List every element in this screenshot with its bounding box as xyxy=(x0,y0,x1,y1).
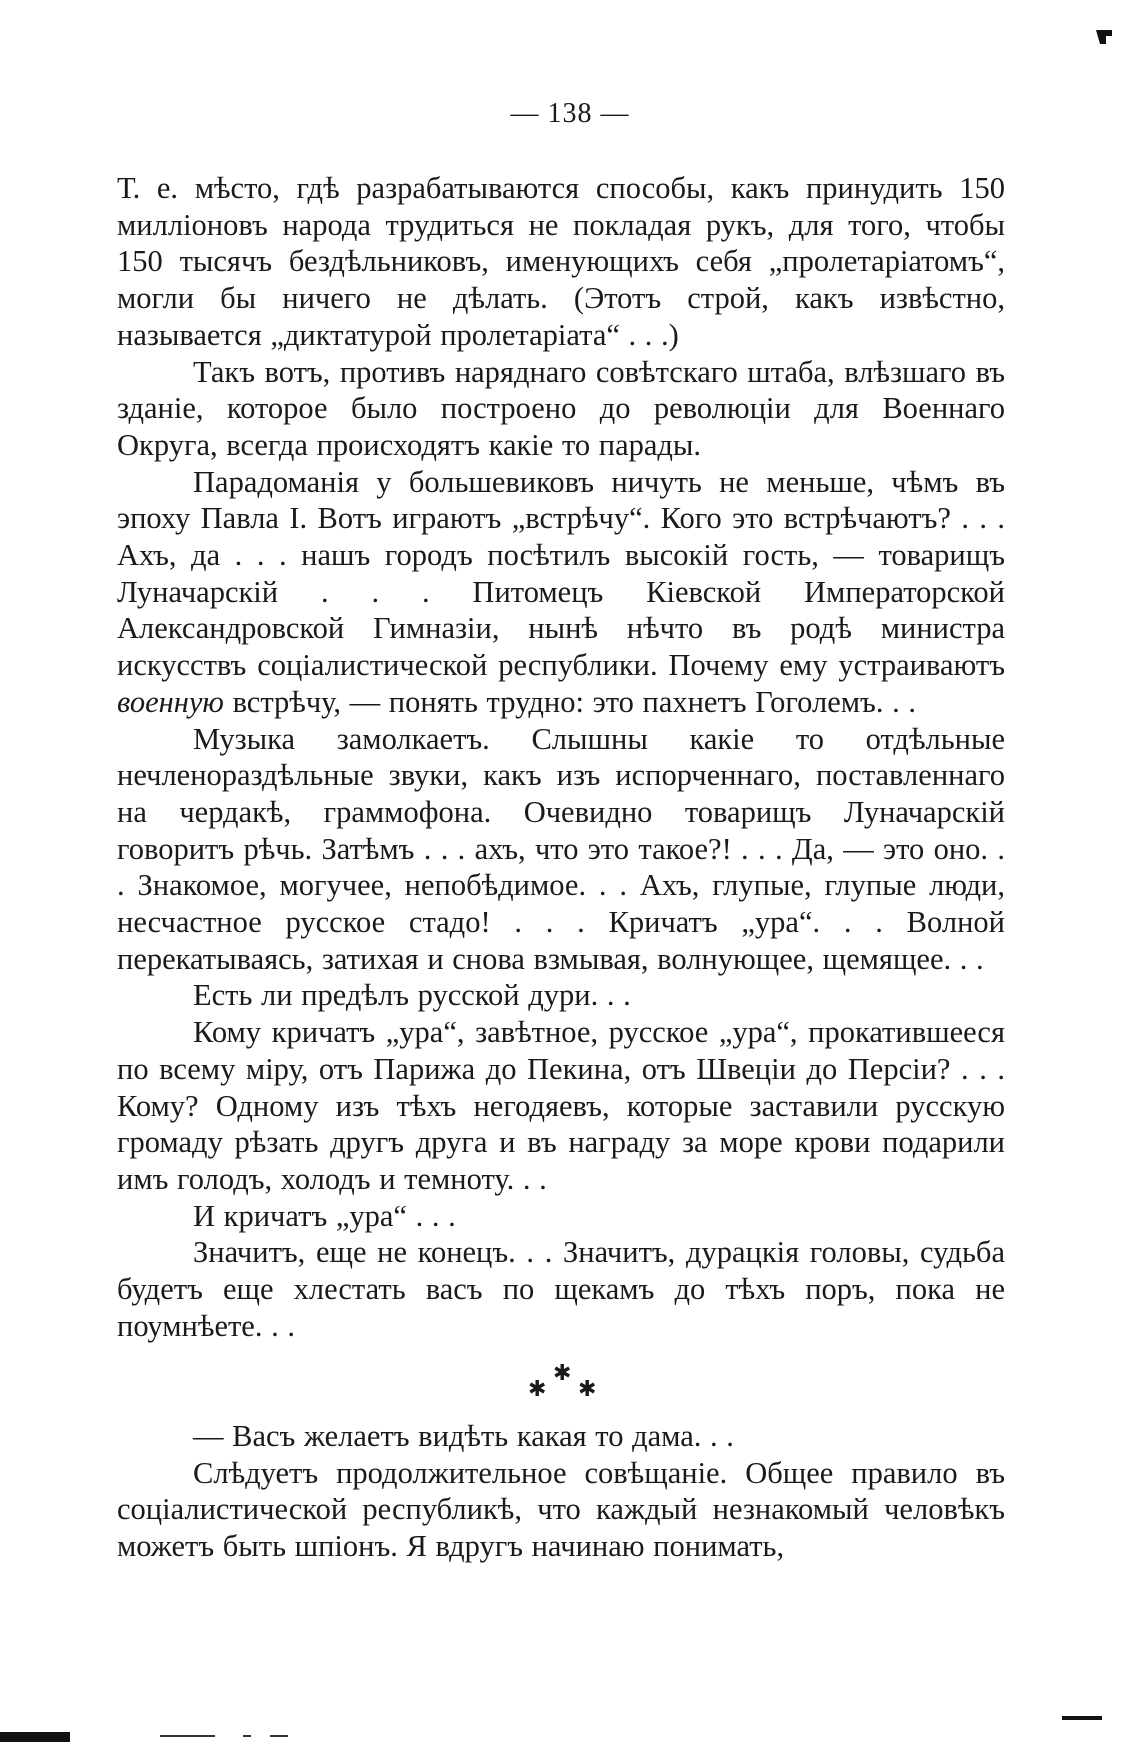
asterisk-top: ✱ xyxy=(553,1361,572,1387)
paragraph-6: Кому кричатъ „ура“, завѣтное, русское „ура“, прокатившееся по всему міру, отъ Парижа до Пекина, отъ Швеціи до Персіи? . . . Кому? Одному изъ тѣхъ негодяевъ, которые заставили русскую громаду рѣзать другъ друга и въ награду за море крови подарили имъ голодъ, холодъ и темноту. . . xyxy=(117,1015,1005,1196)
paragraph-8: Значитъ, еще не конецъ. . . Значитъ, дурацкія головы, судьба будетъ еще хлестать васъ по щекамъ до тѣхъ поръ, пока не поумнѣете. . . xyxy=(117,1235,1005,1343)
bottom-dash-3 xyxy=(270,1735,288,1737)
paragraph-2: Такъ вотъ, противъ наряднаго совѣтскаго штаба, влѣзшаго въ зданіе, которое было построено до революціи для Военнаго Округа, всегда происходятъ какіе то парады. xyxy=(117,354,1005,462)
section-separator xyxy=(117,1345,1005,1418)
paragraph-3 xyxy=(117,464,1005,721)
bottom-dash-2 xyxy=(243,1735,251,1737)
paragraph-3-text-start: Парадоманія у большевиковъ ничуть не меньше, чѣмъ въ эпоху Павла I. Вотъ играютъ „встрѣчу“. Кого это встрѣчаютъ? . . . Ахъ, да . . . нашъ городъ посѣтилъ высокій гость, — товарищъ Луначарскій . . . Питомецъ Кіевской Императорской Александровской Гимназіи, нынѣ нѣчто въ родѣ министра искусствъ соціалистической республики. Почему ему устраиваютъ xyxy=(117,464,1005,683)
bottom-left-mark xyxy=(0,1732,70,1742)
paragraph-4: Музыка замолкаетъ. Слышны какіе то отдѣльные нечленораздѣльные звуки, какъ изъ испорченнаго, поставленнаго на чердакѣ, граммофона. Очевидно товарищъ Луначарскій говоритъ рѣчь. Затѣмъ . . . ахъ, что это такое?! . . . Да, — это оно. . . Знакомое, могучее, непобѣдимое. . . Ахъ, глупые, глупые люди, несчастное русское стадо! . . . Кричатъ „ура“. . . Волной перекатываясь, затихая и снова взмывая, волнующее, щемящее. . . xyxy=(117,721,1005,976)
italic-word: военную xyxy=(117,684,224,719)
bottom-dash-1 xyxy=(160,1735,215,1737)
corner-mark xyxy=(1096,30,1112,44)
paragraph-1: Т. е. мѣсто, гдѣ разрабатываются способы, какъ принудить 150 милліоновъ народа трудиться не покладая рукъ, для того, чтобы 150 тысячъ бездѣльниковъ, именующихъ себя „пролетаріатомъ“, могли бы ничего не дѣлать. (Этотъ строй, какъ извѣстно, называется „диктатурой пролетаріата“ . . .) xyxy=(117,171,1005,352)
paragraph-7: И кричатъ „ура“ . . . xyxy=(193,1198,456,1233)
asterisk-left: ✱ xyxy=(528,1377,547,1403)
paragraph-3-text-end: встрѣчу, — понять трудно: это пахнетъ Гоголемъ. . . xyxy=(223,684,916,719)
asterisk-right: ✱ xyxy=(578,1377,597,1403)
page-body xyxy=(117,170,1005,1565)
page-number: — 138 — xyxy=(510,98,630,129)
paragraph-5: Есть ли предѣлъ русской дури. . . xyxy=(193,978,631,1013)
bottom-right-mark xyxy=(1062,1716,1102,1720)
asterism xyxy=(526,1361,596,1401)
paragraph-9: — Васъ желаетъ видѣть какая то дама. . . xyxy=(193,1418,734,1453)
paragraph-10: Слѣдуетъ продолжительное совѣщаніе. Общее правило въ соціалистической республикѣ, что каждый незнакомый человѣкъ можетъ быть шпіонъ. Я вдругъ начинаю понимать, xyxy=(117,1455,1005,1563)
